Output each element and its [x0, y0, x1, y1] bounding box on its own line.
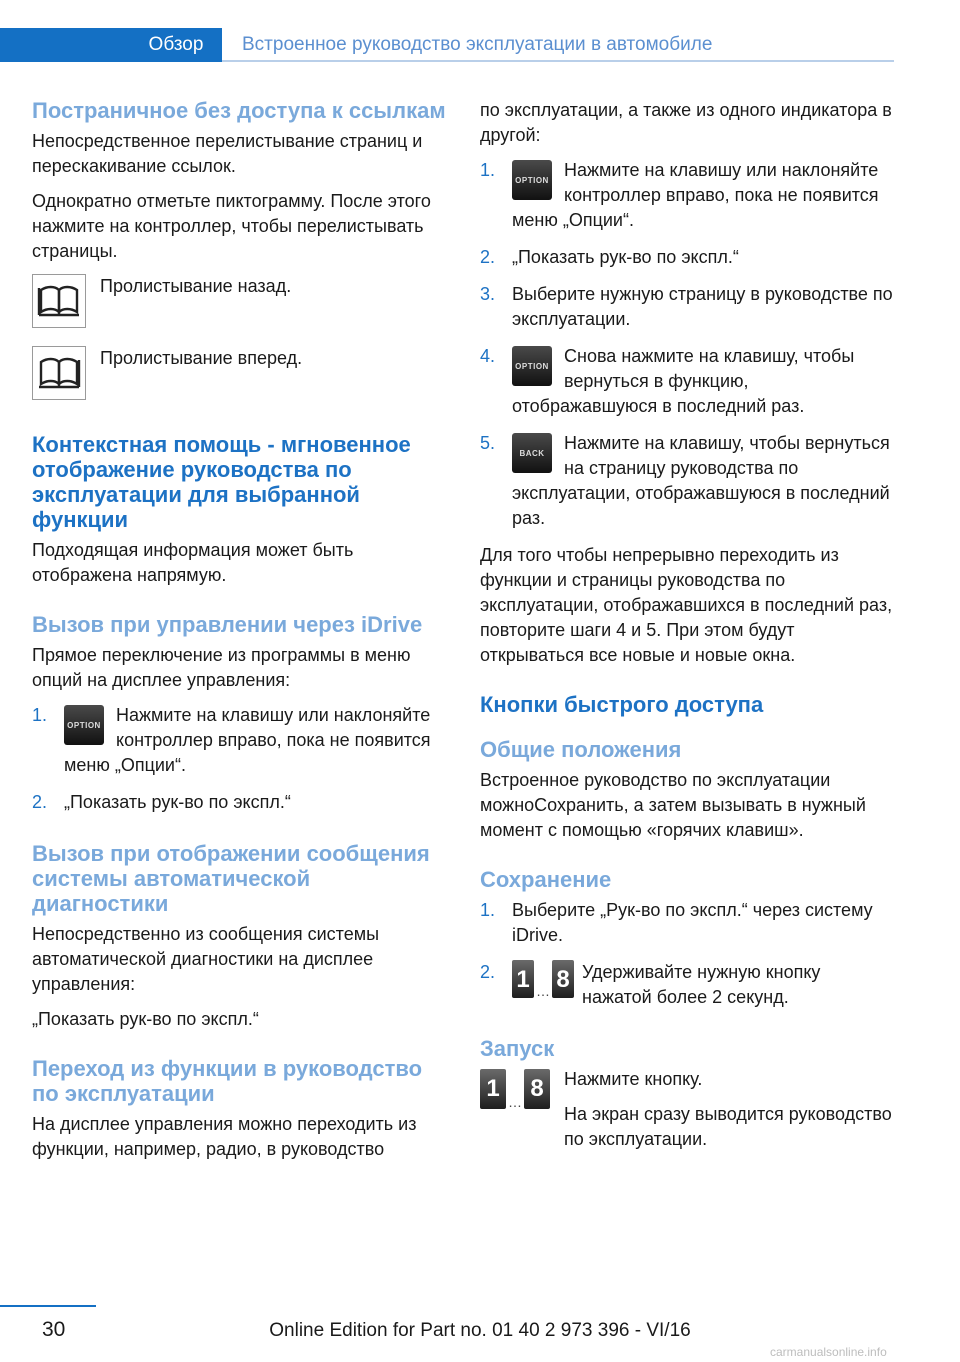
page-forward-row: [32, 346, 447, 400]
list-item: 2. 1 … 8 Удерживайте нужную кнопку нажатой более 2 секунд.: [480, 962, 821, 1007]
list-item: 1. OPTION Нажмите на клавишу или наклоняйте контроллер вправо, пока не появится меню „Опции“.: [480, 160, 879, 230]
paragraph: Подходящая информация может быть отображена напрямую.: [32, 540, 354, 585]
option-button-icon: OPTION: [512, 160, 552, 200]
list-item: 1. OPTION Нажмите на клавишу или наклоняйте контроллер вправо, пока не появится меню „Опции“.: [32, 705, 431, 775]
option-button-icon: OPTION: [64, 705, 104, 745]
paragraph: На дисплее управления можно переходить из функции, например, радио, в руководство: [32, 1114, 417, 1159]
list-item: 5. BACK Нажмите на клавишу, чтобы вернуться на страницу руководства по эксплуатации, отображавшуюся в последний раз.: [480, 433, 890, 528]
section-tab: Обзор: [148, 34, 204, 55]
paragraph: На экран сразу выводится руководство по эксплуатации.: [564, 1104, 892, 1149]
chapter-title: Встроенное руководство эксплуатации в автомобиле: [242, 34, 713, 55]
option-button-icon: OPTION: [512, 346, 552, 386]
paragraph: Для того чтобы непрерывно переходить из функции и страницы руководства по эксплуатации, отображавшихся в последний раз, повторите шаги 4 и 5. При этом будут открываться все новые и новые окна.: [480, 545, 893, 665]
storing-steps: [480, 898, 895, 1010]
heading-function-to-manual: Переход из функции в руководство по эксплуатации: [32, 1056, 423, 1106]
list-item: 2. „Показать рук-во по экспл.“: [480, 247, 739, 267]
back-button-icon: BACK: [512, 433, 552, 473]
paragraph: Нажмите кнопку.: [564, 1069, 703, 1089]
switch-steps: [480, 158, 895, 531]
paragraph: Непосредственно из сообщения системы автоматической диагностики на дисплее управления:: [32, 924, 380, 994]
header-rule: [222, 60, 894, 62]
heading-running: Запуск: [480, 1036, 555, 1061]
heading-context-help: Контекстная помощь - мгновенное отображение руководства по эксплуатации для выбранной функции: [32, 432, 411, 532]
paragraph: Непосредственное перелистывание страниц и перескакивание ссылок.: [32, 131, 423, 176]
list-item: 2. „Показать рук-во по экспл.“: [32, 792, 291, 812]
list-item: 1. Выберите „Рук-во по экспл.“ через систему iDrive.: [480, 900, 873, 945]
watermark: carmanualsonline.info: [770, 1345, 887, 1359]
paragraph: Встроенное руководство по эксплуатации можноСохранить, а затем вызывать в нужный момент с помощью «горячих клавиш».: [480, 770, 866, 840]
paragraph: Прямое переключение из программы в меню опций на дисплее управления:: [32, 645, 411, 690]
heading-check-control: Вызов при отображении сообщения системы автоматической диагностики: [32, 841, 430, 916]
paragraph: Однократно отметьте пиктограмму. После этого нажмите на контроллер, чтобы перелистывать страницы.: [32, 191, 431, 261]
heading-page-by-page: Постраничное без доступа к ссылкам: [32, 98, 446, 123]
page-back-label: Пролистывание назад.: [100, 276, 292, 296]
heading-idrive-call: Вызов при управлении через iDrive: [32, 612, 423, 637]
list-item: 4. OPTION Снова нажмите на клавишу, чтобы вернуться в функцию, отображавшуюся в последний раз.: [480, 346, 855, 416]
left-column: [32, 98, 447, 1172]
list-item: 3. Выберите нужную страницу в руководстве по эксплуатации.: [480, 284, 893, 329]
favorite-keys-1-8-icon: 1 … 8: [512, 960, 574, 998]
page-forward-label: Пролистывание вперед.: [100, 348, 303, 368]
book-page-back-icon: [32, 274, 86, 328]
page-number: 30: [42, 1318, 66, 1341]
paragraph: „Показать рук-во по экспл.“: [32, 1009, 259, 1029]
page-back-row: [32, 274, 447, 328]
favorite-keys-1-8-icon: 1 … 8: [480, 1069, 550, 1109]
heading-favorite-buttons: Кнопки быстрого доступа: [480, 692, 764, 717]
page-header: [0, 0, 960, 62]
running-row: [480, 1067, 895, 1162]
paragraph: по эксплуатации, а также из одного индикатора в другой:: [480, 100, 892, 145]
right-column: [480, 98, 895, 1162]
heading-storing: Сохранение: [480, 867, 612, 892]
idrive-steps: [32, 703, 447, 815]
heading-general: Общие положения: [480, 737, 682, 762]
footer-rule: [0, 1305, 96, 1307]
book-page-forward-icon: [32, 346, 86, 400]
edition-line: Online Edition for Part no. 01 40 2 973 396 - VI/16: [269, 1320, 691, 1341]
